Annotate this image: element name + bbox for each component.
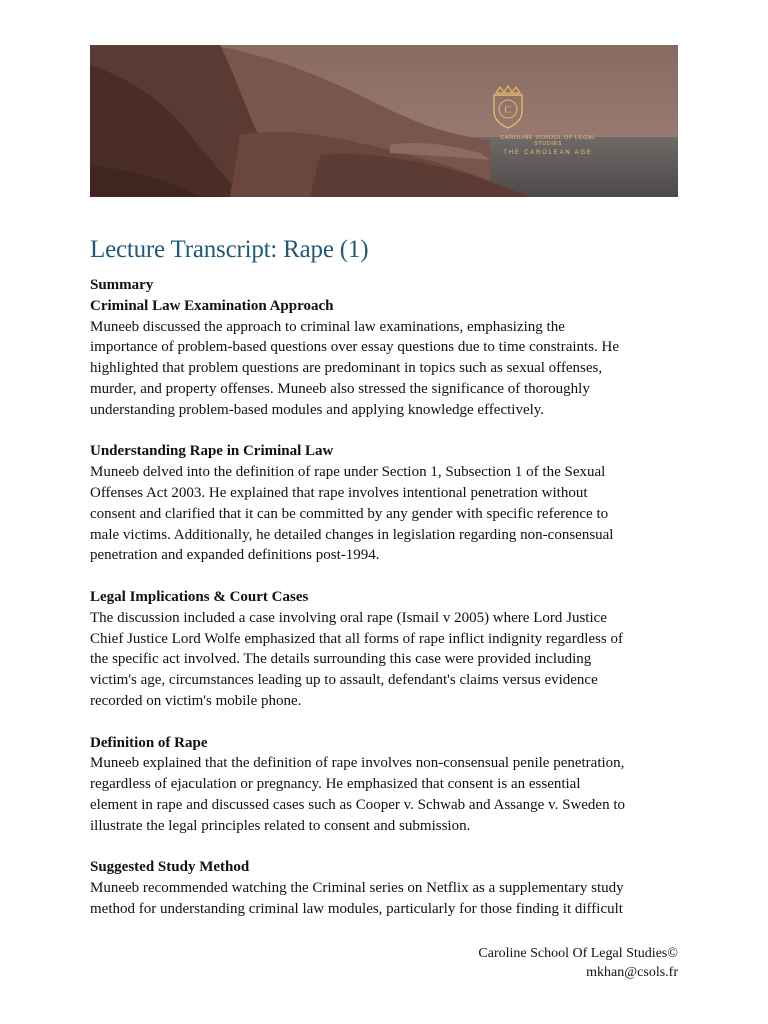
- svg-text:C: C: [504, 104, 512, 116]
- section-understanding-rape: [90, 441, 680, 566]
- page-footer: [478, 944, 678, 982]
- school-tagline: THE CAROLEAN AGE: [503, 150, 593, 156]
- crest-icon: [488, 85, 528, 129]
- paragraph-gap: [90, 712, 680, 733]
- paragraph-gap: [90, 421, 680, 442]
- text-line: understanding problem-based modules and applying knowledge effectively.: [90, 401, 545, 418]
- footer-email: mkhan@csols.fr: [586, 965, 678, 980]
- footer-copyright: Caroline School Of Legal Studies©: [478, 946, 678, 961]
- text-line: the specific act involved. The details surrounding this case were provided including: [90, 651, 592, 668]
- text-line: Chief Justice Lord Wolfe emphasized that all forms of rape inflict indignity regardless of: [90, 630, 623, 647]
- section-heading: Understanding Rape in Criminal Law: [90, 443, 334, 460]
- section-heading: Suggested Study Method: [90, 859, 250, 876]
- text-line: Offenses Act 2003. He explained that rape involves intentional penetration without: [90, 484, 588, 501]
- text-line: Muneeb delved into the definition of rape under Section 1, Subsection 1 of the Sexual: [90, 464, 606, 481]
- text-line: penetration and expanded definitions post-1994.: [90, 547, 380, 564]
- header-banner: [90, 45, 678, 197]
- text-line: victim's age, circumstances leading up to assault, defendant's claims versus evidence: [90, 672, 598, 689]
- page-title: Lecture Transcript: Rape (1): [90, 236, 369, 263]
- text-line: murder, and property offenses. Muneeb also stressed the significance of thoroughly: [90, 380, 590, 397]
- section-legal-implications: [90, 587, 680, 712]
- text-line: consent and clarified that it can be committed by any gender with specific reference to: [90, 505, 609, 522]
- section-definition: [90, 733, 680, 837]
- text-line: regardless of ejaculation or pregnancy. He emphasized that consent is an essential: [90, 776, 581, 793]
- section-study-method: [90, 857, 680, 919]
- text-line: importance of problem-based questions over essay questions due to time constraints. He: [90, 339, 620, 356]
- text-line: male victims. Additionally, he detailed changes in legislation regarding non-consensual: [90, 526, 614, 543]
- text-line: element in rape and discussed cases such as Cooper v. Schwab and Assange v. Sweden to: [90, 796, 626, 813]
- paragraph-gap: [90, 566, 680, 587]
- summary-label: Summary: [90, 277, 154, 293]
- paragraph-gap: [90, 837, 680, 858]
- text-line: Muneeb explained that the definition of rape involves non-consensual penile penetration,: [90, 755, 625, 772]
- school-logo: [488, 85, 608, 156]
- section-heading: Definition of Rape: [90, 734, 208, 751]
- section-exam-approach: [90, 296, 680, 421]
- school-name: CAROLINE SCHOOL OF LEGAL STUDIES: [500, 135, 596, 147]
- text-line: Muneeb recommended watching the Criminal series on Netflix as a supplementary study: [90, 880, 624, 897]
- text-line: method for understanding criminal law modules, particularly for those finding it difficult: [90, 900, 623, 917]
- text-line: Muneeb discussed the approach to criminal law examinations, emphasizing the: [90, 318, 565, 335]
- transcript-body: [90, 275, 680, 920]
- section-heading: Legal Implications & Court Cases: [90, 588, 309, 605]
- text-line: recorded on victim's mobile phone.: [90, 692, 302, 709]
- text-line: highlighted that problem questions are predominant in topics such as sexual offenses,: [90, 360, 603, 377]
- text-line: illustrate the legal principles related to consent and submission.: [90, 817, 471, 834]
- section-heading: Criminal Law Examination Approach: [90, 297, 334, 314]
- text-line: The discussion included a case involving oral rape (Ismail v 2005) where Lord Justice: [90, 609, 607, 626]
